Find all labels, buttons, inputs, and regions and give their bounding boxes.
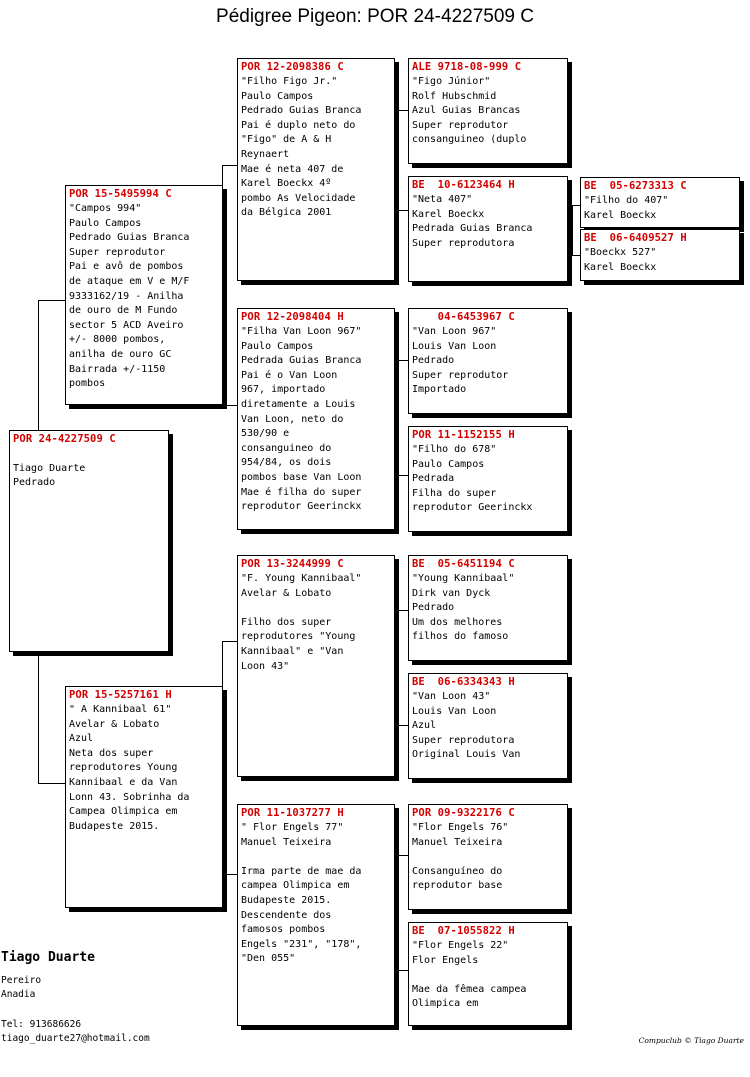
great-grandparent-card	[408, 673, 568, 779]
connector-line	[38, 783, 65, 784]
ring-number: BE 06-6409527 H	[584, 232, 687, 244]
ring-number: POR 13-3244999 C	[241, 558, 344, 570]
ring-number: BE 10-6123464 H	[412, 179, 515, 191]
pigeon-details: "Filho do 678" Paulo Campos Pedrada Filha do super reprodutor Geerinckx	[412, 444, 533, 514]
connector-line	[572, 205, 580, 206]
great-grandparent-card	[408, 308, 568, 414]
ring-number: POR 15-5257161 H	[69, 689, 172, 701]
connector-line	[222, 165, 237, 166]
great-grandparent-card	[408, 804, 568, 910]
ring-number: 04-6453967 C	[412, 311, 515, 323]
grandparent-card	[237, 308, 395, 530]
pigeon-details: "Van Loon 43" Louis Van Loon Azul Super reprodutora Original Louis Van	[412, 691, 521, 761]
owner-location: Pereiro	[1, 975, 42, 986]
connector-line	[395, 970, 408, 971]
connector-line	[395, 855, 408, 856]
owner-phone: Tel: 913686626	[1, 1019, 82, 1030]
page-title: Pédigree Pigeon: POR 24-4227509 C	[216, 6, 534, 27]
ring-number: BE 05-6451194 C	[412, 558, 515, 570]
ring-number: BE 06-6334343 H	[412, 676, 515, 688]
ring-number: POR 12-2098404 H	[241, 311, 344, 323]
fifth-gen-card	[580, 229, 740, 281]
ring-number: BE 07-1055822 H	[412, 925, 515, 937]
pigeon-details: "Van Loon 967" Louis Van Loon Pedrado Super reprodutor Importado	[412, 326, 509, 396]
connector-line	[572, 255, 580, 256]
connector-line	[395, 360, 396, 475]
pigeon-details: "F. Young Kannibaal" Avelar & Lobato Filho dos super reprodutores "Young Kannibaal" e "Van Loon 43"	[241, 573, 362, 672]
pigeon-details: " Flor Engels 77" Manuel Teixeira Irma parte de mae da campea Olimpica em Budapeste 2015. Descendente dos famosos pombos Engels "231", "178", "Den 055"	[241, 822, 362, 965]
pigeon-details: "Campos 994" Paulo Campos Pedrado Guias Branca Super reprodutor Pai e avô de pombos de ataque em V e M/F 9333162/19 - Anilha de ouro de M Fundo sector 5 ACD Aveiro +/- 8000 pombos, anilha de ouro GC Bairrada +/-1150 pombos	[69, 203, 190, 390]
ring-number: POR 24-4227509 C	[13, 433, 116, 445]
connector-line	[395, 110, 408, 111]
footer-credit: Compuclub © Tiago Duarte	[638, 1036, 744, 1045]
owner-email[interactable]: tiago_duarte27@hotmail.com	[1, 1033, 150, 1044]
connector-line	[572, 205, 573, 255]
connector-line	[395, 610, 408, 611]
connector-line	[395, 475, 408, 476]
great-grandparent-card	[408, 922, 568, 1026]
connector-line	[395, 360, 408, 361]
ring-number: POR 15-5495994 C	[69, 188, 172, 200]
pigeon-details: "Filho do 407" Karel Boeckx	[584, 195, 669, 221]
ring-number: ALE 9718-08-999 C	[412, 61, 522, 73]
ring-number: POR 11-1037277 H	[241, 807, 344, 819]
owner-name: Tiago Duarte	[1, 950, 95, 965]
pigeon-details: "Filha Van Loon 967" Paulo Campos Pedrada Guias Branca Pai é o Van Loon 967, importado diretamente a Louis Van Loon, neto do 530/90 e consanguineo do 954/84, os dois pombos base Van Loon Mae é filha do super reprodutor Geerinckx	[241, 326, 362, 513]
pigeon-details: "Boeckx 527" Karel Boeckx	[584, 247, 657, 273]
pigeon-details: " A Kannibaal 61" Avelar & Lobato Azul Neta dos super reprodutores Young Kannibaal e da Van Lonn 43. Sobrinha da Campea Olimpica em Budapeste 2015.	[69, 704, 190, 832]
great-grandparent-card	[408, 426, 568, 532]
connector-line	[395, 210, 408, 211]
ring-number: POR 12-2098386 C	[241, 61, 344, 73]
great-grandparent-card	[408, 176, 568, 282]
sire-card	[65, 185, 223, 405]
pigeon-details: "Neta 407" Karel Boeckx Pedrada Guias Branca Super reprodutora	[412, 194, 533, 249]
ring-number: POR 11-1152155 H	[412, 429, 515, 441]
connector-line	[395, 610, 396, 725]
grandparent-card	[237, 58, 395, 281]
connector-line	[395, 725, 408, 726]
dam-card	[65, 686, 223, 908]
grandparent-card	[237, 555, 395, 777]
connector-line	[38, 300, 65, 301]
grandparent-card	[237, 804, 395, 1026]
fifth-gen-card	[580, 177, 740, 228]
pigeon-details: "Young Kannibaal" Dirk van Dyck Pedrado Um dos melhores filhos do famoso	[412, 573, 515, 643]
great-grandparent-card	[408, 58, 568, 164]
ring-number: POR 09-9322176 C	[412, 807, 515, 819]
connector-line	[222, 405, 237, 406]
connector-line	[395, 855, 396, 970]
connector-line	[395, 110, 396, 210]
owner-region: Anadia	[1, 989, 36, 1000]
pigeon-details: "Filho Figo Jr." Paulo Campos Pedrado Guias Branca Pai é duplo neto do "Figo" de A & H Reynaert Mae é neta 407 de Karel Boeckx 4º pombo As Velocidade da Bélgica 2001	[241, 76, 362, 219]
pigeon-details: "Flor Engels 76" Manuel Teixeira Consanguíneo do reprodutor base	[412, 822, 509, 892]
ring-number: BE 05-6273313 C	[584, 180, 687, 192]
pigeon-details: "Figo Júnior" Rolf Hubschmid Azul Guias Brancas Super reprodutor consanguineo (duplo	[412, 76, 527, 146]
great-grandparent-card	[408, 555, 568, 661]
pigeon-details: "Flor Engels 22" Flor Engels Mae da fêmea campea Olimpica em	[412, 940, 527, 1010]
subject-card	[9, 430, 169, 652]
pigeon-details: Tiago Duarte Pedrado	[13, 462, 86, 489]
connector-line	[222, 874, 237, 875]
connector-line	[222, 641, 237, 642]
